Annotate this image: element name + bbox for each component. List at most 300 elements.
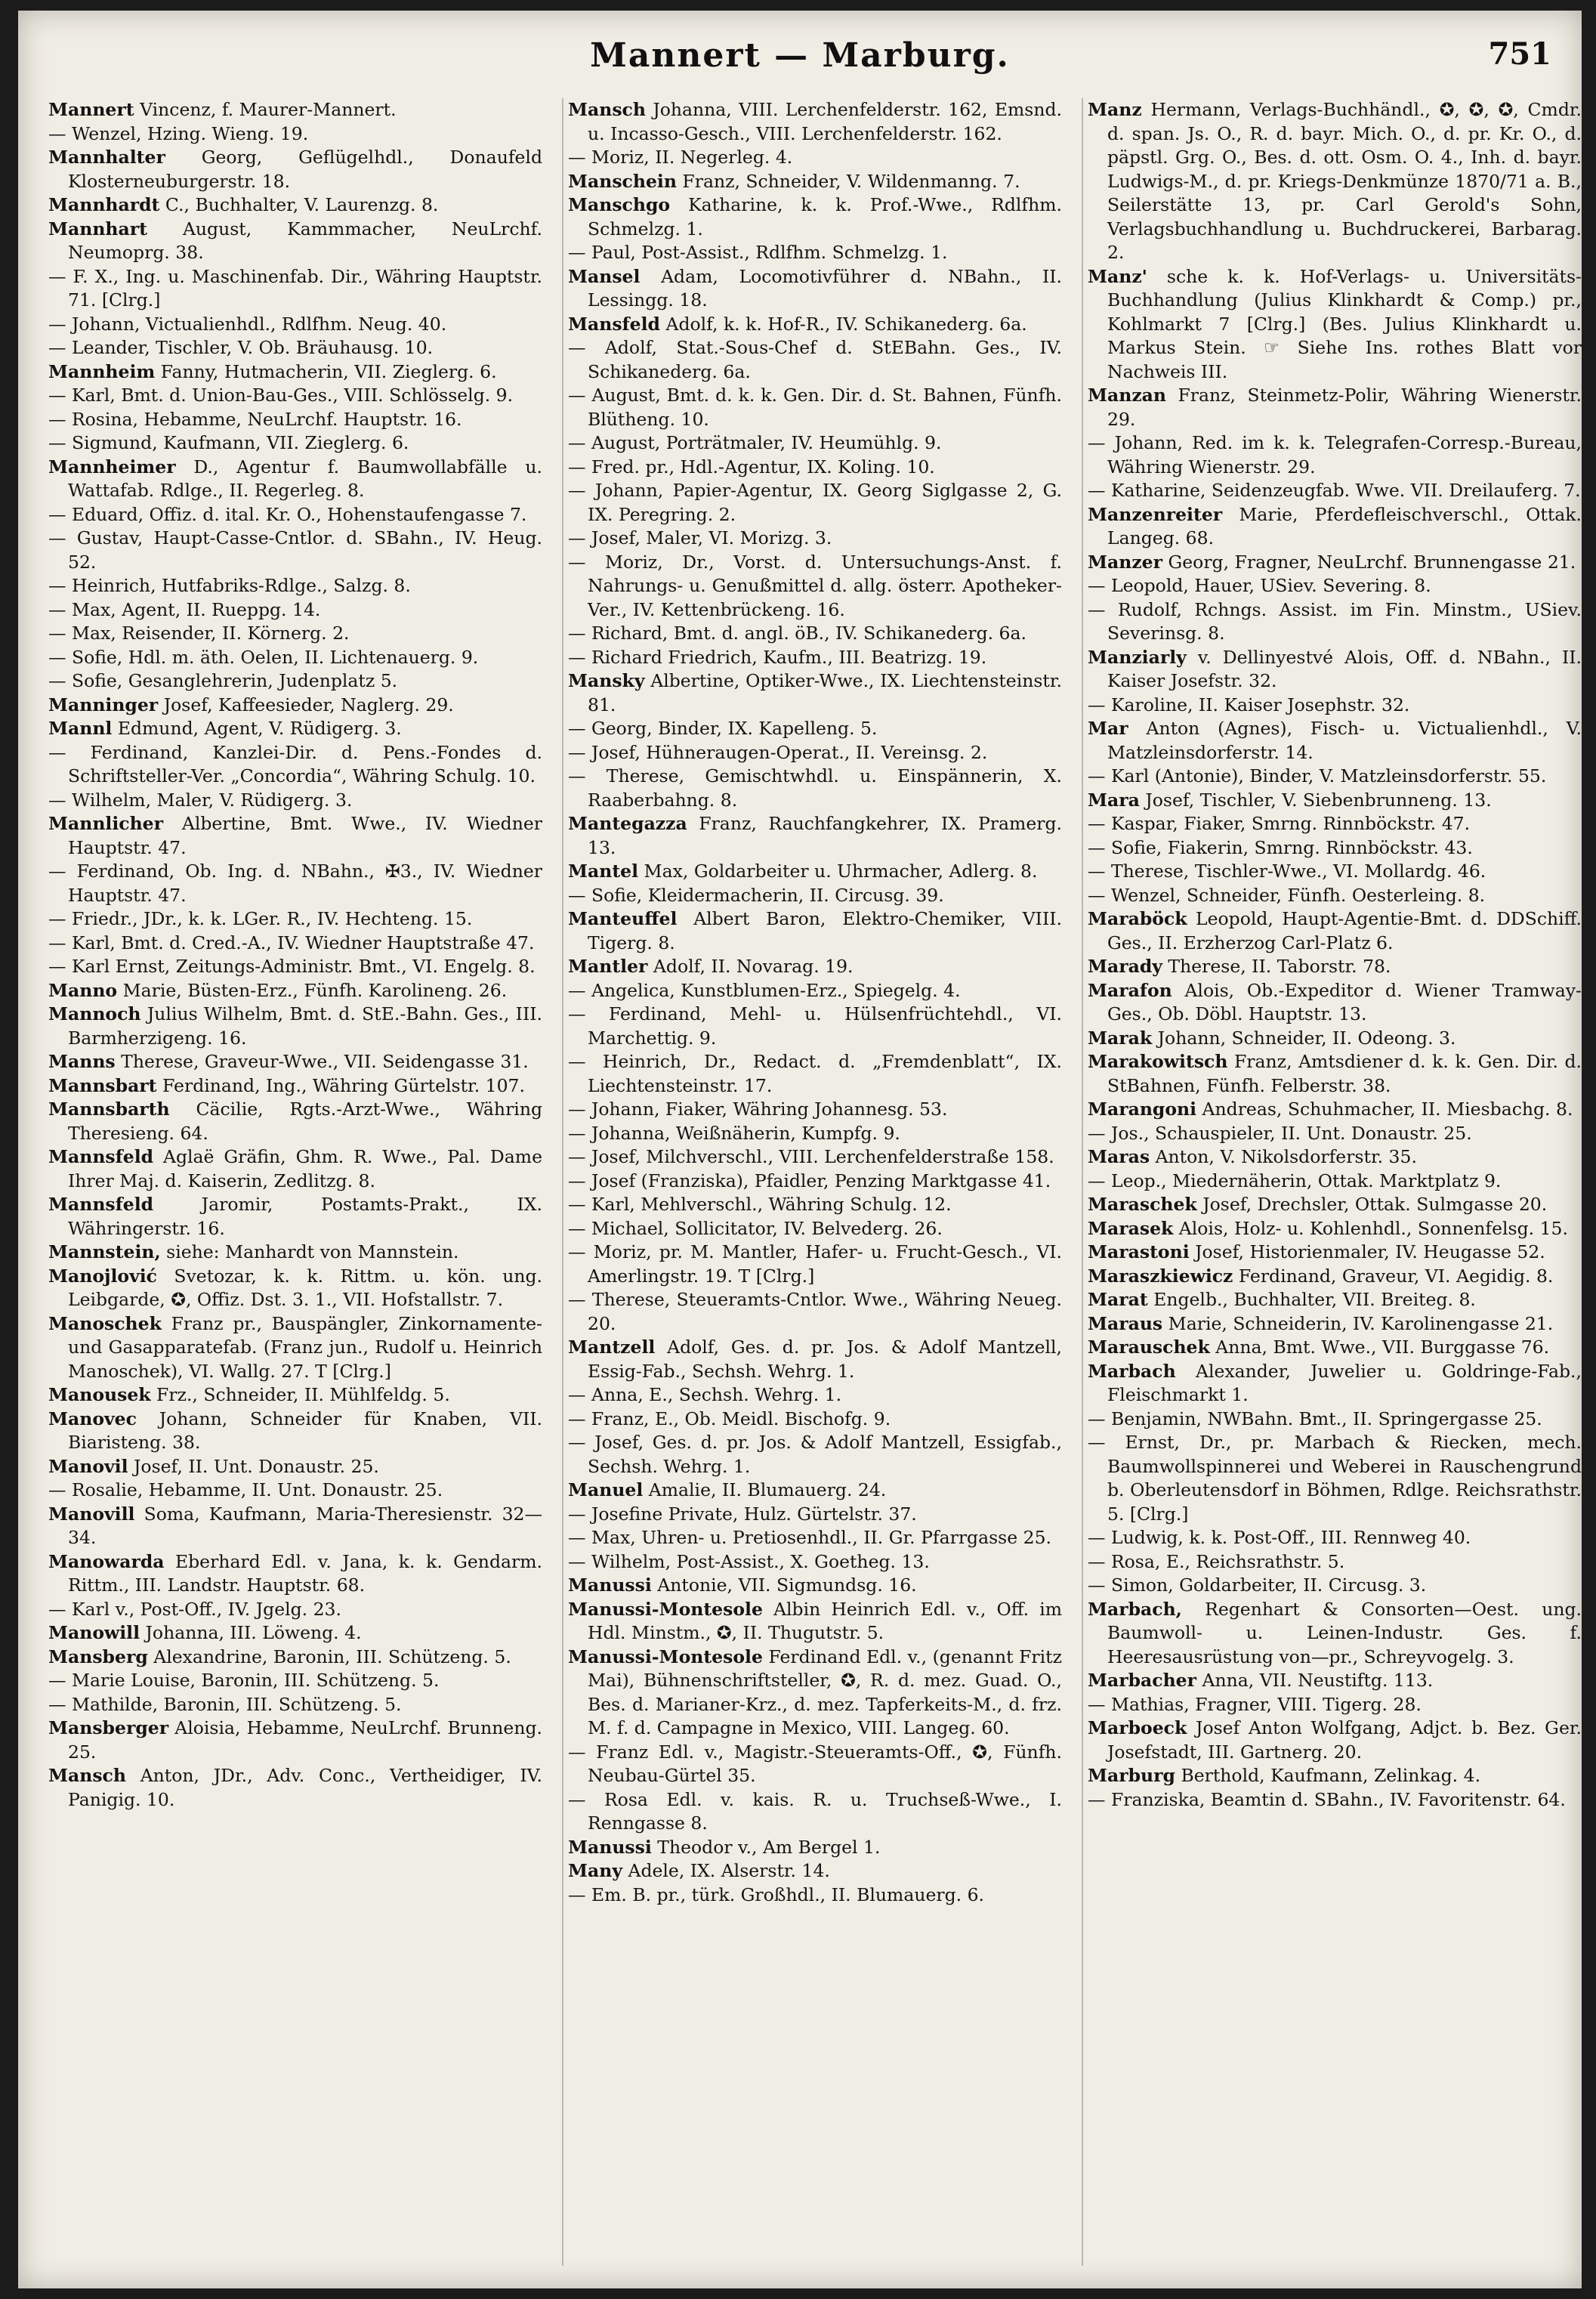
entry-details: Josef, II. Unt. Donaustr. 25. xyxy=(134,1455,379,1477)
entry-details: Josef, Tischler, V. Siebenbrunneng. 13. xyxy=(1145,789,1492,811)
directory-entry xyxy=(568,98,1062,146)
directory-entry xyxy=(1088,836,1582,861)
entry-surname: Mannhalter xyxy=(48,147,165,168)
entry-surname: Marboeck xyxy=(1088,1717,1187,1738)
directory-entry xyxy=(1088,694,1582,718)
entry-details: — Jos., Schauspieler, II. Unt. Donaustr. 25. xyxy=(1088,1122,1472,1144)
entry-details: — Georg, Binder, IX. Kapelleng. 5. xyxy=(568,718,878,739)
entry-details: — Benjamin, NWBahn. Bmt., II. Springergasse 25. xyxy=(1088,1408,1542,1429)
entry-surname: Mara xyxy=(1088,789,1140,811)
entry-details: — F. X., Ing. u. Maschinenfab. Dir., Währing Hauptstr. 71. [Clrg.] xyxy=(48,265,542,311)
entry-details: — Franz, E., Ob. Meidl. Bischofg. 9. xyxy=(568,1408,891,1429)
directory-entry xyxy=(1088,1170,1582,1194)
directory-entry xyxy=(568,955,1062,979)
entry-details: Marie, Schneiderin, IV. Karolinengasse 21. xyxy=(1168,1312,1554,1334)
entry-surname: Manschein xyxy=(568,170,677,192)
entry-surname: Marakowitsch xyxy=(1088,1051,1228,1072)
directory-entry xyxy=(1088,884,1582,908)
entry-details: — Johann, Fiaker, Währing Johannesg. 53. xyxy=(568,1099,948,1120)
directory-entry xyxy=(568,265,1062,313)
directory-entry xyxy=(568,1883,1062,1908)
directory-entry xyxy=(1088,1312,1582,1336)
entry-surname: Marak xyxy=(1088,1027,1153,1049)
directory-entry xyxy=(48,146,542,193)
entry-details: Anna, Bmt. Wwe., VII. Burggasse 76. xyxy=(1215,1336,1550,1358)
entry-details: — Mathilde, Baronin, III. Schützeng. 5. xyxy=(48,1693,402,1715)
entry-details: — Richard Friedrich, Kaufm., III. Beatrizg. 19. xyxy=(568,646,987,668)
entry-details: — Karoline, II. Kaiser Josephstr. 32. xyxy=(1088,694,1410,715)
directory-entry xyxy=(1088,1145,1582,1170)
entry-details: — Fred. pr., Hdl.-Agentur, IX. Koling. 10. xyxy=(568,456,935,477)
directory-entry xyxy=(48,1145,542,1193)
entry-surname: Manovill xyxy=(48,1503,135,1525)
entry-details: — Sigmund, Kaufmann, VII. Zieglerg. 6. xyxy=(48,432,409,453)
entry-details: Aloisia, Hebamme, NeuLrchf. Brunneng. 25. xyxy=(68,1717,542,1763)
entry-details: — Sofie, Hdl. m. äth. Oelen, II. Lichtenauerg. 9. xyxy=(48,646,479,668)
directory-entry xyxy=(48,503,542,527)
entry-details: Anna, VII. Neustiftg. 113. xyxy=(1202,1670,1434,1691)
entry-details: — August, Bmt. d. k. k. Gen. Dir. d. St. Bahnen, Fünfh. Blütheng. 10. xyxy=(568,385,1062,430)
entry-details: — Eduard, Offiz. d. ital. Kr. O., Hohenstaufengasse 7. xyxy=(48,503,527,525)
directory-entry xyxy=(1088,1360,1582,1408)
entry-surname: Maras xyxy=(1088,1146,1150,1167)
directory-entry xyxy=(568,812,1062,860)
entry-surname: Manovil xyxy=(48,1455,128,1477)
entry-surname: Maraus xyxy=(1088,1312,1163,1334)
entry-details: Franz, Amtsdiener d. k. k. Gen. Dir. d. StBahnen, Fünfh. Felberstr. 38. xyxy=(1107,1051,1582,1096)
entry-details: Johann, Schneider, II. Odeong. 3. xyxy=(1157,1027,1456,1049)
directory-entry xyxy=(568,1836,1062,1860)
entry-surname: Mannoch xyxy=(48,1003,141,1024)
entry-details: — Ludwig, k. k. Post-Off., III. Rennweg 40. xyxy=(1088,1527,1471,1548)
directory-entry xyxy=(48,1645,542,1670)
entry-surname: Marady xyxy=(1088,956,1162,977)
entry-surname: Mannheim xyxy=(48,360,156,382)
directory-entry xyxy=(1088,1526,1582,1550)
directory-entry xyxy=(568,193,1062,241)
directory-entry xyxy=(48,265,542,313)
entry-details: — Karl v., Post-Off., IV. Jgelg. 23. xyxy=(48,1598,341,1620)
entry-surname: Mannsbart xyxy=(48,1074,157,1096)
entry-surname: Manz xyxy=(1088,99,1142,120)
directory-entry xyxy=(1088,265,1582,385)
entry-details: — Josef, Milchverschl., VIII. Lerchenfelderstraße 158. xyxy=(568,1146,1054,1167)
directory-entry xyxy=(1088,789,1582,813)
directory-entry xyxy=(1088,1241,1582,1265)
entry-details: Alexander, Juwelier u. Goldringe-Fab., Fleischmarkt 1. xyxy=(1107,1360,1582,1405)
directory-entry xyxy=(1088,1764,1582,1788)
entry-details: — Richard, Bmt. d. angl. öB., IV. Schikanederg. 6a. xyxy=(568,623,1026,644)
entry-surname: Mantegazza xyxy=(568,813,687,834)
entry-details: — Paul, Post-Assist., Rdlfhm. Schmelzg. 1. xyxy=(568,242,948,263)
entry-details: — Rosa Edl. v. kais. R. u. Truchseß-Wwe., I. Renngasse 8. xyxy=(568,1788,1062,1834)
directory-entry xyxy=(48,1098,542,1145)
directory-entry xyxy=(1088,1408,1582,1432)
directory-entry xyxy=(568,1288,1062,1336)
directory-entry xyxy=(1088,1669,1582,1693)
entry-details: Marie, Pferdefleischverschl., Ottak. Langeg. 68. xyxy=(1107,503,1582,548)
entry-surname: Mar xyxy=(1088,718,1128,739)
directory-entry xyxy=(568,336,1062,384)
entry-details: Adele, IX. Alserstr. 14. xyxy=(628,1860,830,1881)
directory-entry xyxy=(568,146,1062,170)
directory-entry xyxy=(48,574,542,598)
directory-entry xyxy=(568,1170,1062,1194)
entry-details: Josef, Historienmaler, IV. Heugasse 52. xyxy=(1195,1241,1545,1262)
entry-surname: Manteuffel xyxy=(568,908,678,929)
directory-entry xyxy=(48,789,542,813)
entry-details: Andreas, Schuhmacher, II. Miesbachg. 8. xyxy=(1202,1099,1573,1120)
entry-surname: Mannhart xyxy=(48,218,147,239)
directory-entry xyxy=(48,1621,542,1645)
directory-entry xyxy=(48,1764,542,1812)
entry-details: — Anna, E., Sechsh. Wehrg. 1. xyxy=(568,1384,842,1405)
directory-entry xyxy=(1088,574,1582,598)
entry-details: — Michael, Sollicitator, IV. Belvederg. 26. xyxy=(568,1217,943,1239)
entry-details: — Johanna, Weißnäherin, Kumpfg. 9. xyxy=(568,1122,900,1144)
directory-entry xyxy=(1088,907,1582,955)
entry-surname: Manojlović xyxy=(48,1265,157,1287)
directory-entry xyxy=(48,932,542,956)
directory-entry xyxy=(1088,551,1582,575)
entry-details: — Sofie, Gesanglehrerin, Judenplatz 5. xyxy=(48,670,398,691)
entry-details: Vincenz, f. Maurer-Mannert. xyxy=(140,99,397,120)
entry-details: Aglaë Gräfin, Ghm. R. Wwe., Pal. Dame Ihrer Maj. d. Kaiserin, Zedlitzg. 8. xyxy=(68,1146,542,1191)
entry-surname: Maraböck xyxy=(1088,908,1187,929)
entry-surname: Mantel xyxy=(568,861,639,882)
column-2 xyxy=(568,98,1062,2270)
directory-entry xyxy=(48,812,542,860)
entry-details: — Wilhelm, Post-Assist., X. Goetheg. 13. xyxy=(568,1550,930,1572)
directory-entry xyxy=(568,1241,1062,1288)
entry-surname: Mantzell xyxy=(568,1336,656,1358)
entry-details: — Max, Uhren- u. Pretiosenhdl., II. Gr. Pfarrgasse 25. xyxy=(568,1527,1051,1548)
entry-details: Leopold, Haupt-Agentie-Bmt. d. DDSchiff. Ges., II. Erzherzog Carl-Platz 6. xyxy=(1107,908,1582,953)
entry-details: Albert Baron, Elektro-Chemiker, VIII. Tigerg. 8. xyxy=(588,908,1062,953)
directory-entry xyxy=(48,1265,542,1312)
directory-entry xyxy=(48,1193,542,1241)
entry-details: — Josef (Franziska), Pfaidler, Penzing Marktgasse 41. xyxy=(568,1170,1051,1191)
entry-details: — Ferdinand, Mehl- u. Hülsenfrüchtehdl., VI. Marchettig. 9. xyxy=(568,1003,1062,1049)
entry-details: — Therese, Steueramts-Cntlor. Wwe., Währing Neueg. 20. xyxy=(568,1289,1062,1334)
entry-surname: Mantler xyxy=(568,956,648,977)
entry-surname: Manuel xyxy=(568,1479,644,1500)
entry-details: — Gustav, Haupt-Casse-Cntlor. d. SBahn., IV. Heug. 52. xyxy=(48,527,542,573)
entry-details: Alexandrine, Baronin, III. Schützeng. 5. xyxy=(153,1645,511,1667)
entry-surname: Marburg xyxy=(1088,1765,1175,1786)
entry-details: Adolf, II. Novarag. 19. xyxy=(653,956,854,977)
entry-surname: Mannert xyxy=(48,99,134,120)
entry-surname: Marbach, xyxy=(1088,1598,1182,1620)
entry-details: Edmund, Agent, V. Rüdigerg. 3. xyxy=(117,718,402,739)
entry-details: — Karl Ernst, Zeitungs-Administr. Bmt., VI. Engelg. 8. xyxy=(48,956,536,977)
entry-surname: Mansch xyxy=(48,1765,126,1786)
page-title: Mannert — Marburg. xyxy=(590,36,1010,75)
entry-details: Johann, Schneider für Knaben, VII. Biaristeng. 38. xyxy=(68,1408,542,1453)
directory-entry xyxy=(568,860,1062,884)
directory-entry xyxy=(568,1550,1062,1574)
entry-details: — Josefine Private, Hulz. Gürtelstr. 37. xyxy=(568,1503,917,1525)
directory-entry xyxy=(568,669,1062,717)
entry-surname: Manzan xyxy=(1088,385,1166,406)
directory-entry xyxy=(48,313,542,337)
entry-surname: Mannsfeld xyxy=(48,1146,154,1167)
directory-entry xyxy=(1088,1027,1582,1051)
directory-entry xyxy=(48,694,542,718)
directory-entry xyxy=(568,170,1062,194)
directory-entry xyxy=(1088,955,1582,979)
entry-surname: Mannhardt xyxy=(48,194,160,215)
directory-entry xyxy=(568,1859,1062,1883)
entry-details: Franz pr., Bauspängler, Zinkornamente- und Gasapparatefab. (Franz jun., Rudolf u. Heinrich Manoschek), VI. Wallg. 27. T [Clrg.] xyxy=(68,1312,542,1382)
entry-surname: Maraszkiewicz xyxy=(1088,1265,1233,1287)
directory-entry xyxy=(48,907,542,932)
directory-entry xyxy=(1088,1717,1582,1764)
entry-details: Amalie, II. Blumauerg. 24. xyxy=(648,1479,887,1500)
columns xyxy=(48,98,1582,2270)
entry-details: — Wenzel, Schneider, Fünfh. Oesterleing. 8. xyxy=(1088,884,1486,906)
entry-details: — Franz Edl. v., Magistr.-Steueramts-Off., ✪, Fünfh. Neubau-Gürtel 35. xyxy=(568,1741,1062,1786)
entry-surname: Mannstein, xyxy=(48,1241,161,1262)
entry-details: Franz, Steinmetz-Polir, Währing Wienerstr. 29. xyxy=(1107,385,1582,430)
directory-entry xyxy=(1088,98,1582,265)
entry-surname: Mannl xyxy=(48,718,113,739)
entry-surname: Manovec xyxy=(48,1408,137,1429)
directory-entry xyxy=(1088,860,1582,884)
page-header xyxy=(18,36,1582,89)
directory-entry xyxy=(568,1479,1062,1503)
directory-entry xyxy=(1088,1574,1582,1598)
directory-entry xyxy=(48,669,542,694)
directory-entry xyxy=(48,408,542,432)
directory-entry xyxy=(1088,1550,1582,1574)
directory-entry xyxy=(568,479,1062,527)
entry-details: — Simon, Goldarbeiter, II. Circusg. 3. xyxy=(1088,1574,1427,1596)
directory-entry xyxy=(568,765,1062,812)
entry-details: — Max, Reisender, II. Körnerg. 2. xyxy=(48,623,350,644)
directory-entry xyxy=(1088,812,1582,836)
directory-entry xyxy=(568,313,1062,337)
directory-entry xyxy=(568,1145,1062,1170)
entry-details: — Katharine, Seidenzeugfab. Wwe. VII. Dreilauferg. 7. xyxy=(1088,480,1581,501)
entry-details: Anton (Agnes), Fisch- u. Victualienhdl., V. Matzleinsdorferstr. 14. xyxy=(1107,718,1582,763)
entry-details: Adolf, Ges. d. pr. Jos. & Adolf Mantzell, Essig-Fab., Sechsh. Wehrg. 1. xyxy=(588,1336,1062,1382)
entry-details: — Johann, Victualienhdl., Rdlfhm. Neug. 40. xyxy=(48,313,447,335)
entry-details: — Leopold, Hauer, USiev. Severing. 8. xyxy=(1088,575,1431,596)
entry-surname: Marastoni xyxy=(1088,1241,1190,1262)
entry-details: — Marie Louise, Baronin, III. Schützeng. 5. xyxy=(48,1670,440,1691)
directory-entry xyxy=(568,384,1062,431)
entry-details: — Max, Agent, II. Rueppg. 14. xyxy=(48,598,321,620)
entry-details: Ferdinand, Ing., Währing Gürtelstr. 107. xyxy=(162,1074,525,1096)
entry-surname: Marbacher xyxy=(1088,1670,1197,1691)
directory-entry xyxy=(48,98,542,122)
entry-details: — Sofie, Kleidermacherin, II. Circusg. 39. xyxy=(568,884,944,906)
entry-surname: Manussi-Montesole xyxy=(568,1598,763,1620)
entry-surname: Marangoni xyxy=(1088,1099,1197,1120)
directory-entry xyxy=(568,979,1062,1003)
directory-entry xyxy=(568,1741,1062,1788)
directory-entry xyxy=(48,218,542,265)
entry-details: — Karl (Antonie), Binder, V. Matzleinsdorferstr. 55. xyxy=(1088,765,1547,786)
directory-entry xyxy=(1088,503,1582,551)
directory-entry xyxy=(1088,1788,1582,1812)
entry-surname: Manousek xyxy=(48,1384,151,1405)
entry-details: siehe: Manhardt von Mannstein. xyxy=(166,1241,459,1262)
entry-details: Jaromir, Postamts-Prakt., IX. Währingerstr. 16. xyxy=(68,1194,542,1239)
directory-entry xyxy=(48,336,542,360)
directory-entry xyxy=(48,122,542,147)
directory-entry xyxy=(1088,1431,1582,1526)
entry-surname: Manz' xyxy=(1088,265,1147,287)
entry-details: — Therese, Tischler-Wwe., VI. Mollardg. 46. xyxy=(1088,861,1486,882)
directory-entry xyxy=(48,1383,542,1408)
entry-details: Josef, Drechsler, Ottak. Sulmgasse 20. xyxy=(1202,1194,1548,1215)
directory-entry xyxy=(1088,646,1582,694)
directory-entry xyxy=(568,1050,1062,1098)
entry-details: Adam, Locomotivführer d. NBahn., II. Lessingg. 18. xyxy=(588,265,1062,311)
entry-details: Albin Heinrich Edl. v., Off. im Hdl. Minstm., ✪, II. Thugutstr. 5. xyxy=(588,1598,1062,1643)
directory-entry xyxy=(568,1193,1062,1217)
directory-entry xyxy=(568,717,1062,741)
entry-details: Antonie, VII. Sigmundsg. 16. xyxy=(657,1574,917,1596)
entry-surname: Marauschek xyxy=(1088,1336,1210,1358)
entry-surname: Manno xyxy=(48,979,118,1001)
entry-details: — Rosina, Hebamme, NeuLrchf. Hauptstr. 16. xyxy=(48,408,462,430)
entry-surname: Manzer xyxy=(1088,551,1163,573)
directory-entry xyxy=(48,860,542,907)
directory-entry xyxy=(568,1574,1062,1598)
directory-entry xyxy=(568,1003,1062,1050)
entry-details: — Ferdinand, Ob. Ing. d. NBahn., ✠3., IV. Wiedner Hauptstr. 47. xyxy=(48,861,542,906)
directory-entry xyxy=(568,527,1062,551)
entry-details: Alois, Ob.-Expeditor d. Wiener Tramway-Ges., Ob. Döbl. Hauptstr. 13. xyxy=(1107,979,1582,1024)
entry-surname: Manussi xyxy=(568,1574,652,1596)
entry-details: Svetozar, k. k. Rittm. u. kön. ung. Leibgarde, ✪, Offiz. Dst. 3. 1., VII. Hofstallstr. 7. xyxy=(68,1265,542,1310)
entry-details: Cäcilie, Rgts.-Arzt-Wwe., Währing Theresieng. 64. xyxy=(68,1099,542,1144)
entry-details: Alois, Holz- u. Kohlenhdl., Sonnenfelsg. 15. xyxy=(1178,1217,1568,1239)
entry-details: Josef Anton Wolfgang, Adjct. b. Bez. Ger. Josefstadt, III. Gartnerg. 20. xyxy=(1107,1717,1582,1763)
directory-entry xyxy=(48,1550,542,1598)
directory-entry xyxy=(568,431,1062,456)
directory-entry xyxy=(1088,979,1582,1027)
directory-entry xyxy=(568,241,1062,265)
entry-surname: Mansch xyxy=(568,99,646,120)
directory-entry xyxy=(1088,1336,1582,1360)
entry-details: Anton, JDr., Adv. Conc., Vertheidiger, IV. Panigig. 10. xyxy=(68,1765,542,1810)
entry-surname: Marat xyxy=(1088,1289,1148,1310)
directory-entry xyxy=(1088,1693,1582,1717)
entry-details: — Rudolf, Rchngs. Assist. im Fin. Minstm., USiev. Severinsg. 8. xyxy=(1088,598,1582,644)
entry-details: — Ernst, Dr., pr. Marbach & Riecken, mech. Baumwollspinnerei und Weberei in Rauschengrund b. Oberleutensdorf in Böhmen, Rdlge. Reichsrathstr. 5. [Clrg.] xyxy=(1088,1432,1582,1525)
entry-details: v. Dellinyestvé Alois, Off. d. NBahn., II. Kaiser Josefstr. 32. xyxy=(1107,646,1582,691)
entry-details: Albertine, Optiker-Wwe., IX. Liechtensteinstr. 81. xyxy=(588,670,1062,715)
entry-details: — Josef, Hühneraugen-Operat., II. Vereinsg. 2. xyxy=(568,741,988,763)
entry-details: Albertine, Bmt. Wwe., IV. Wiedner Hauptstr. 47. xyxy=(68,813,542,858)
entry-details: Ferdinand Edl. v., (genannt Fritz Mai), Bühnenschriftsteller, ✪, R. d. mez. Guad. O., Bes. d. Marianer-Krz., d. mez. Tapferkeits-M., d. frz. M. f. d. Campagne in Mexico, VIII. Langeg. 60. xyxy=(588,1645,1062,1738)
directory-entry xyxy=(1088,765,1582,789)
entry-details: — Heinrich, Hutfabriks-Rdlge., Salzg. 8. xyxy=(48,575,411,596)
entry-surname: Manowill xyxy=(48,1622,140,1643)
directory-entry xyxy=(568,1526,1062,1550)
entry-details: Eberhard Edl. v. Jana, k. k. Gendarm. Rittm., III. Landstr. Hauptstr. 68. xyxy=(68,1550,542,1596)
directory-entry xyxy=(48,1241,542,1265)
entry-details: — Em. B. pr., türk. Großhdl., II. Blumauerg. 6. xyxy=(568,1883,985,1905)
entry-details: Adolf, k. k. Hof-R., IV. Schikanederg. 6a. xyxy=(665,313,1027,335)
entry-details: Julius Wilhelm, Bmt. d. StE.-Bahn. Ges., III. Barmherzigeng. 16. xyxy=(68,1003,542,1049)
entry-details: C., Buchhalter, V. Laurenzg. 8. xyxy=(165,194,439,215)
entry-details: — Rosalie, Hebamme, II. Unt. Donaustr. 25. xyxy=(48,1479,443,1500)
entry-details: — Leander, Tischler, V. Ob. Bräuhausg. 10. xyxy=(48,337,434,358)
entry-surname: Manoschek xyxy=(48,1312,162,1334)
entry-surname: Mannlicher xyxy=(48,813,163,834)
entry-details: — Kaspar, Fiaker, Smrng. Rinnböckstr. 47. xyxy=(1088,813,1471,834)
entry-details: Georg, Fragner, NeuLrchf. Brunnengasse 21. xyxy=(1168,551,1576,573)
directory-page xyxy=(18,11,1582,2288)
entry-surname: Marasek xyxy=(1088,1217,1174,1239)
entry-details: Johanna, VIII. Lerchenfelderstr. 162, Emsnd. u. Incasso-Gesch., VIII. Lerchenfelderstr. 162. xyxy=(588,99,1062,144)
directory-entry xyxy=(1088,598,1582,646)
entry-details: Katharine, k. k. Prof.-Wwe., Rdlfhm. Schmelzg. 1. xyxy=(588,194,1062,239)
directory-entry xyxy=(568,1336,1062,1383)
entry-surname: Maraschek xyxy=(1088,1194,1197,1215)
directory-entry xyxy=(568,1408,1062,1432)
directory-entry xyxy=(1088,1098,1582,1122)
directory-entry xyxy=(1088,431,1582,479)
entry-details: Fanny, Hutmacherin, VII. Zieglerg. 6. xyxy=(160,360,497,382)
directory-entry xyxy=(1088,1050,1582,1098)
directory-entry xyxy=(48,646,542,670)
directory-entry xyxy=(568,1645,1062,1741)
entry-details: — Karl, Bmt. d. Cred.-A., IV. Wiedner Hauptstraße 47. xyxy=(48,932,535,953)
entry-details: — Karl, Bmt. d. Union-Bau-Ges., VIII. Schlösselg. 9. xyxy=(48,385,514,406)
column-3 xyxy=(1088,98,1582,2270)
entry-details: Georg, Geflügelhdl., Donaufeld Klosterneuburgerstr. 18. xyxy=(68,147,542,192)
entry-surname: Manussi xyxy=(568,1836,652,1858)
directory-entry xyxy=(48,741,542,789)
directory-entry xyxy=(1088,479,1582,503)
entry-surname: Mansberger xyxy=(48,1717,169,1738)
directory-entry xyxy=(48,1003,542,1050)
directory-entry xyxy=(48,1479,542,1503)
entry-details: Theodor v., Am Bergel 1. xyxy=(657,1836,881,1858)
entry-surname: Mansel xyxy=(568,265,641,287)
entry-details: Soma, Kaufmann, Maria-Theresienstr. 32—34. xyxy=(68,1503,542,1548)
entry-details: Therese, II. Taborstr. 78. xyxy=(1168,956,1391,977)
directory-entry xyxy=(568,646,1062,670)
directory-entry xyxy=(568,1122,1062,1146)
page-number: 751 xyxy=(1488,36,1551,72)
directory-entry xyxy=(48,1669,542,1693)
entry-details: Engelb., Buchhalter, VII. Breiteg. 8. xyxy=(1153,1289,1476,1310)
entry-surname: Manschgo xyxy=(568,194,671,215)
entry-details: — August, Porträtmaler, IV. Heumühlg. 9. xyxy=(568,432,942,453)
entry-details: Ferdinand, Graveur, VI. Aegidig. 8. xyxy=(1238,1265,1554,1287)
directory-entry xyxy=(48,1503,542,1550)
entry-surname: Manninger xyxy=(48,694,159,715)
directory-entry xyxy=(48,598,542,623)
entry-details: Johanna, III. Löweng. 4. xyxy=(145,1622,362,1643)
directory-entry xyxy=(1088,1122,1582,1146)
directory-entry xyxy=(48,1693,542,1717)
entry-details: Josef, Kaffeesieder, Naglerg. 29. xyxy=(163,694,454,715)
entry-surname: Manussi-Montesole xyxy=(568,1645,763,1667)
entry-details: sche k. k. Hof-Verlags- u. Universitäts-Buchhandlung (Julius Klinkhardt & Comp.) pr., Kohlmarkt 7 [Clrg.] (Bes. Julius Klinkhardt u. Markus Stein. ☞ Siehe Ins. rothes Blatt vor Nachweis III. xyxy=(1107,265,1582,382)
entry-details: — Adolf, Stat.-Sous-Chef d. StEBahn. Ges., IV. Schikanederg. 6a. xyxy=(568,337,1062,382)
entry-details: Franz, Rauchfangkehrer, IX. Pramerg. 13. xyxy=(588,813,1062,858)
entry-details: — Sofie, Fiakerin, Smrng. Rinnböckstr. 43. xyxy=(1088,836,1473,858)
directory-entry xyxy=(48,1408,542,1455)
